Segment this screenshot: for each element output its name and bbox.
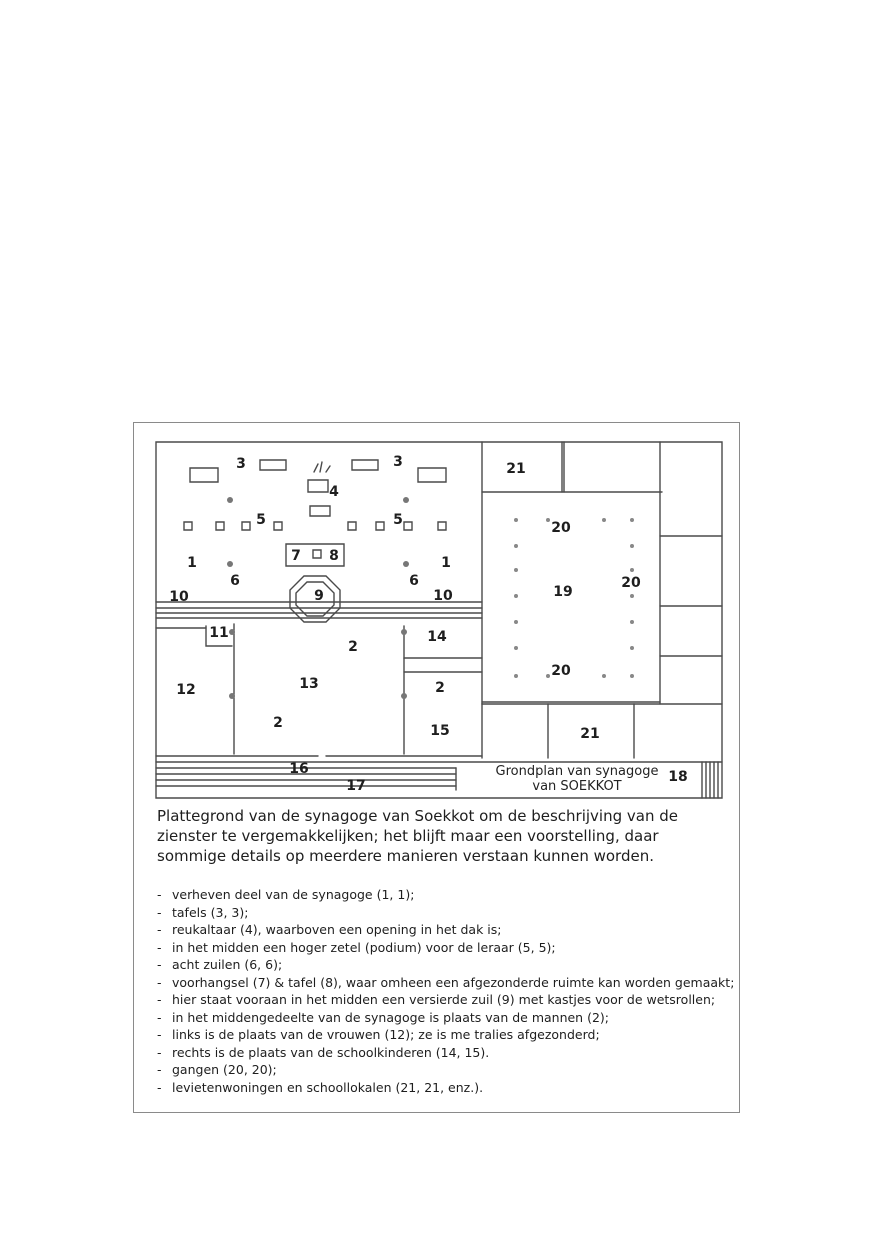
label-20-right: 20 bbox=[621, 575, 641, 591]
label-3-left: 3 bbox=[236, 456, 246, 472]
legend-item bbox=[157, 1061, 732, 1079]
legend-item-text: in het midden een hoger zetel (podium) voor de leraar (5, 5); bbox=[172, 939, 556, 955]
label-14: 14 bbox=[427, 629, 447, 645]
plan-walls bbox=[156, 442, 722, 798]
legend-item-text: voorhangsel (7) & tafel (8), waar omheen een afgezonderde ruimte kan worden gemaakt; bbox=[172, 974, 735, 990]
label-13: 13 bbox=[299, 676, 319, 692]
legend-dash: - bbox=[157, 922, 162, 937]
label-6-left: 6 bbox=[230, 573, 240, 589]
label-8: 8 bbox=[329, 548, 339, 564]
label-20-bottom: 20 bbox=[551, 663, 571, 679]
legend-item-text: reukaltaar (4), waarboven een opening in het dak is; bbox=[172, 922, 502, 937]
legend-item-text: rechts is de plaats van de schoolkinderen (14, 15). bbox=[172, 1044, 490, 1060]
label-16: 16 bbox=[289, 761, 309, 777]
figure-caption: Plattegrond van de synagoge van Soekkot om de beschrijving van de zienster te vergemakkelijken; het blijft maar een voorstelling, daar sommige details op meerdere manieren verstaan kunnen worden. bbox=[157, 807, 678, 865]
legend-item-text: acht zuilen (6, 6); bbox=[172, 957, 283, 972]
legend-item-text: gangen (20, 20); bbox=[172, 1062, 277, 1077]
legend-item-text: levietenwoningen en schoollokalen (21, 21, enz.). bbox=[172, 1079, 484, 1095]
label-18: 18 bbox=[668, 769, 688, 785]
label-2-bottom: 2 bbox=[273, 715, 283, 731]
label-3-right: 3 bbox=[393, 454, 403, 470]
gallery-posts bbox=[514, 518, 634, 678]
label-7: 7 bbox=[291, 548, 301, 564]
label-17: 17 bbox=[346, 778, 366, 794]
legend-item bbox=[157, 939, 732, 957]
label-19: 19 bbox=[553, 584, 573, 600]
plan-title-line1: Grondplan van synagoge bbox=[495, 764, 659, 779]
label-10-left: 10 bbox=[169, 589, 189, 605]
legend-item-text: hier staat vooraan in het midden een versierde zuil (9) met kastjes voor de wetsrollen; bbox=[172, 992, 716, 1007]
legend-item bbox=[157, 956, 732, 974]
label-20-top: 20 bbox=[551, 520, 571, 536]
label-2-right: 2 bbox=[435, 680, 445, 696]
legend-dash: - bbox=[157, 1009, 162, 1025]
label-2-top: 2 bbox=[348, 639, 358, 655]
legend-dash: - bbox=[157, 1079, 162, 1095]
label-15: 15 bbox=[430, 723, 450, 739]
label-10-right: 10 bbox=[433, 588, 453, 604]
legend-dash: - bbox=[157, 957, 162, 972]
legend-dash: - bbox=[157, 1062, 162, 1077]
label-21-top: 21 bbox=[506, 461, 526, 477]
label-11: 11 bbox=[209, 625, 229, 641]
legend-dash: - bbox=[157, 1027, 162, 1042]
label-1-right: 1 bbox=[441, 555, 451, 571]
legend-dash: - bbox=[157, 887, 162, 902]
legend-item bbox=[157, 904, 732, 922]
legend-item bbox=[157, 1044, 732, 1062]
legend-item bbox=[157, 974, 735, 992]
label-21-bottom: 21 bbox=[580, 726, 600, 742]
label-5-right: 5 bbox=[393, 512, 403, 528]
label-5-left: 5 bbox=[256, 512, 266, 528]
floor-plan-diagram bbox=[150, 436, 730, 806]
legend-dash: - bbox=[157, 939, 162, 955]
legend-item bbox=[157, 1009, 732, 1027]
legend-item bbox=[157, 921, 732, 939]
label-4: 4 bbox=[329, 484, 339, 500]
label-12: 12 bbox=[176, 682, 196, 698]
legend-item-text: links is de plaats van de vrouwen (12); ze is me tralies afgezonderd; bbox=[172, 1027, 600, 1042]
label-1-left: 1 bbox=[187, 555, 197, 571]
legend-dash: - bbox=[157, 1044, 162, 1060]
legend-item-text: in het middengedeelte van de synagoge is plaats van de mannen (2); bbox=[172, 1009, 609, 1025]
legend-dash: - bbox=[157, 904, 162, 920]
legend-item bbox=[157, 991, 732, 1009]
label-9: 9 bbox=[314, 588, 324, 604]
legend-item bbox=[157, 1079, 732, 1097]
plan-title-line2: van SOEKKOT bbox=[532, 779, 622, 794]
label-6-right: 6 bbox=[409, 573, 419, 589]
legend-item bbox=[157, 886, 732, 904]
legend-item-text: verheven deel van de synagoge (1, 1); bbox=[172, 887, 415, 902]
legend-item bbox=[157, 1026, 732, 1044]
legend-item-text: tafels (3, 3); bbox=[172, 904, 249, 920]
legend-list bbox=[157, 886, 735, 1096]
legend-dash: - bbox=[157, 974, 162, 990]
legend-dash: - bbox=[157, 992, 162, 1007]
